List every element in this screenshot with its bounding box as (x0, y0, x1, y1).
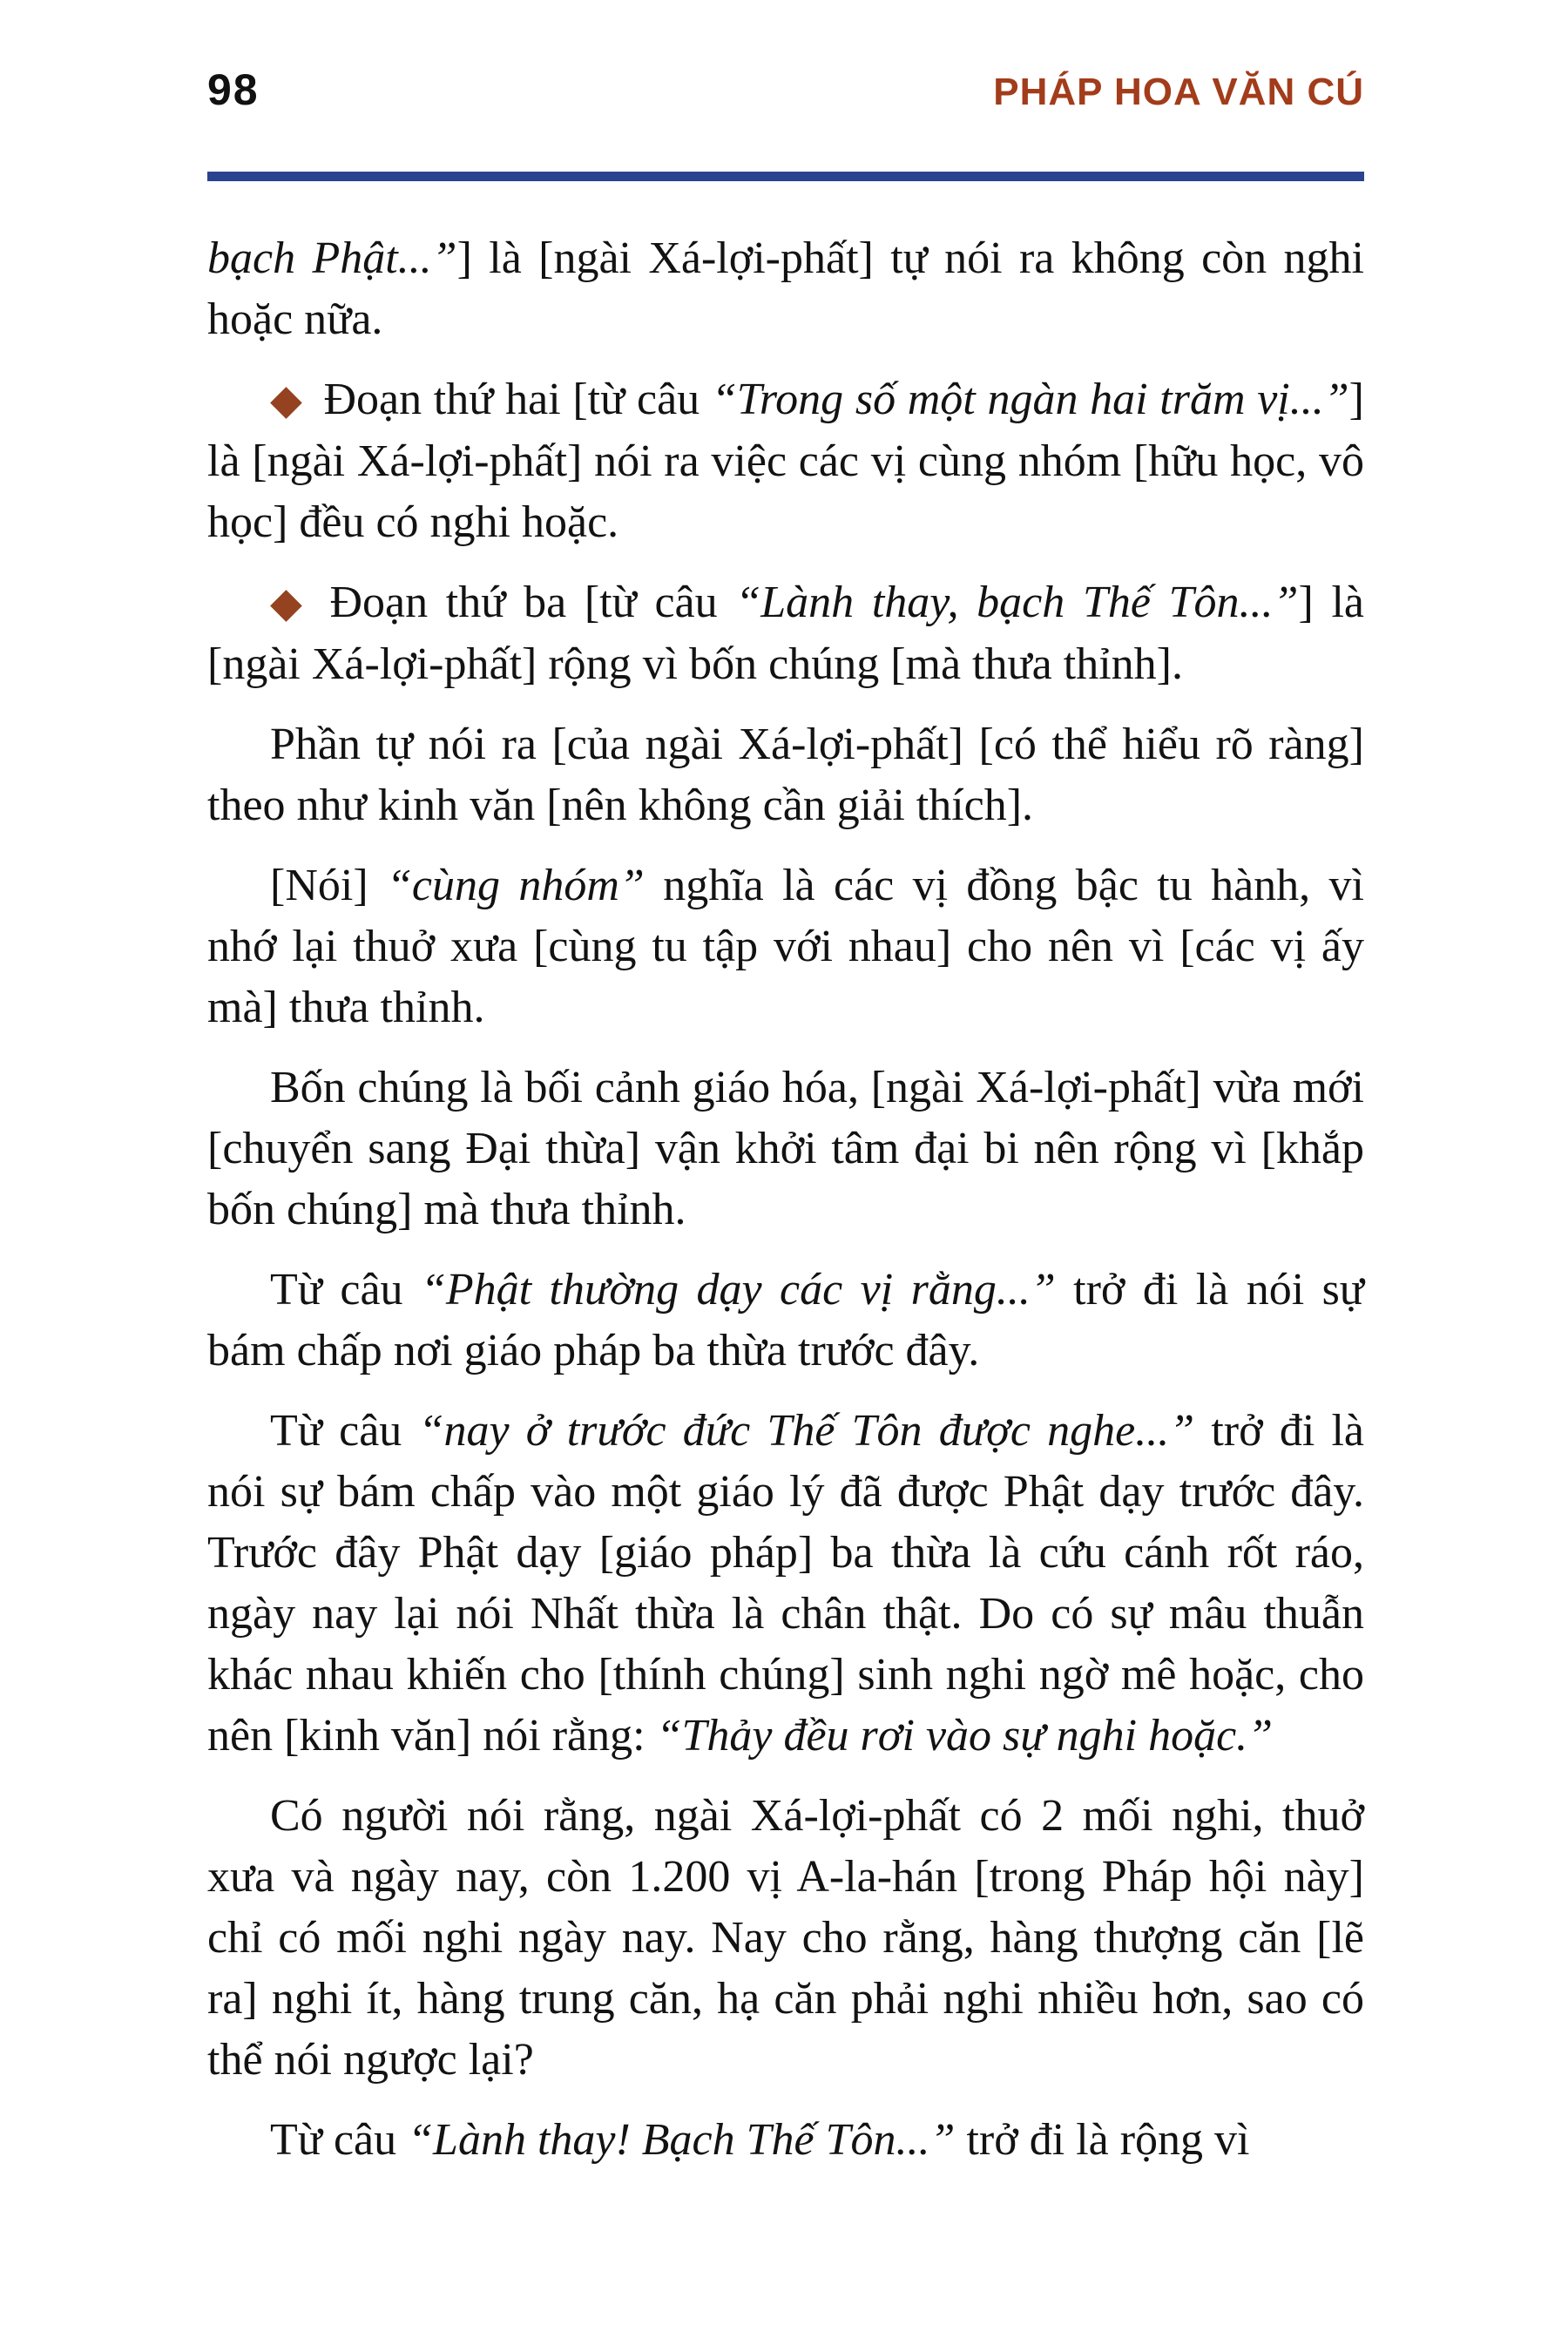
page-header (207, 65, 1364, 114)
quoted-text: “Phật thường dạy các vị rằng...” (420, 1265, 1056, 1315)
quoted-text: “Thảy đều rơi vào sự nghi hoặc.” (656, 1711, 1274, 1761)
text-run: [Nói] (270, 861, 387, 910)
paragraph (207, 1786, 1364, 2091)
diamond-bullet-icon: ◆ (270, 580, 309, 626)
body-text (207, 228, 1364, 2190)
paragraph (207, 572, 1364, 695)
text-run: ] là [ngài Xá-lợi-phất] nói ra việc các vị cùng nhóm [hữu học, vô học] đều có nghi hoặc. (207, 375, 1364, 547)
diamond-bullet-icon: ◆ (270, 377, 303, 423)
text-run: ] là [ngài Xá-lợi-phất] tự nói ra không còn nghi hoặc nữa. (207, 233, 1364, 344)
text-run: Từ câu (270, 1406, 419, 1456)
text-run: trở đi là nói sự bám chấp vào một giáo lý đã được Phật dạy trước đây. Trước đây Phật dạy [giáo pháp] ba thừa là cứu cánh rốt ráo, ngày nay lại nói Nhất thừa là chân thật. Do có sự mâu thuẫn khác nhau khiến cho [thính chúng] sinh nghi ngờ mê hoặc, cho nên [kinh văn] nói rằng: (207, 1406, 1365, 1761)
quoted-text: “cùng nhóm” (387, 861, 645, 910)
quoted-text: “nay ở trước đức Thế Tôn được nghe...” (418, 1406, 1195, 1456)
quoted-text: “Lành thay, bạch Thế Tôn...” (735, 578, 1299, 627)
text-run: Từ câu (270, 2115, 409, 2165)
paragraph (207, 2110, 1364, 2171)
text-run: trở đi là rộng vì (955, 2115, 1250, 2165)
text-run: Bốn chúng là bối cảnh giáo hóa, [ngài Xá-lợi-phất] vừa mới [chuyển sang Đại thừa] vận khởi tâm đại bi nên rộng vì [khắp bốn chúng] mà thưa thỉnh. (207, 1063, 1364, 1234)
text-run: ] là [ngài Xá-lợi-phất] rộng vì bốn chúng [mà thưa thỉnh]. (207, 578, 1364, 689)
header-rule-divider (207, 172, 1364, 181)
paragraph (207, 369, 1364, 553)
quoted-text: “Trong số một ngàn hai trăm vị...” (711, 375, 1349, 424)
quoted-text: bạch Phật...” (207, 233, 457, 283)
text-run: Đoạn thứ hai [từ câu (323, 375, 712, 424)
paragraph (207, 714, 1364, 836)
paragraph (207, 1058, 1364, 1240)
paragraph (207, 228, 1364, 350)
quoted-text: “Lành thay! Bạch Thế Tôn...” (408, 2115, 956, 2165)
page-number: 98 (207, 65, 260, 114)
running-header: PHÁP HOA VĂN CÚ (993, 71, 1364, 113)
text-run: trở đi là nói sự bám chấp nơi giáo pháp ba thừa trước đây. (207, 1265, 1364, 1375)
paragraph (207, 1260, 1364, 1382)
text-run: Đoạn thứ ba [từ câu (329, 578, 736, 627)
text-run: nghĩa là các vị đồng bậc tu hành, vì nhớ lại thuở xưa [cùng tu tập với nhau] cho nên vì [các vị ấy mà] thưa thỉnh. (207, 861, 1364, 1032)
text-run: Có người nói rằng, ngài Xá-lợi-phất có 2 mối nghi, thuở xưa và ngày nay, còn 1.200 vị A-la-hán [trong Pháp hội này] chỉ có mối nghi ngày nay. Nay cho rằng, hàng thượng căn [lẽ ra] nghi ít, hàng trung căn, hạ căn phải nghi nhiều hơn, sao có thể nói ngược lại? (207, 1791, 1364, 2085)
text-run: Phần tự nói ra [của ngài Xá-lợi-phất] [có thể hiểu rõ ràng] theo như kinh văn [nên không cần giải thích]. (207, 720, 1364, 830)
paragraph (207, 1401, 1364, 1767)
text-run: Từ câu (270, 1265, 421, 1315)
paragraph (207, 855, 1364, 1038)
